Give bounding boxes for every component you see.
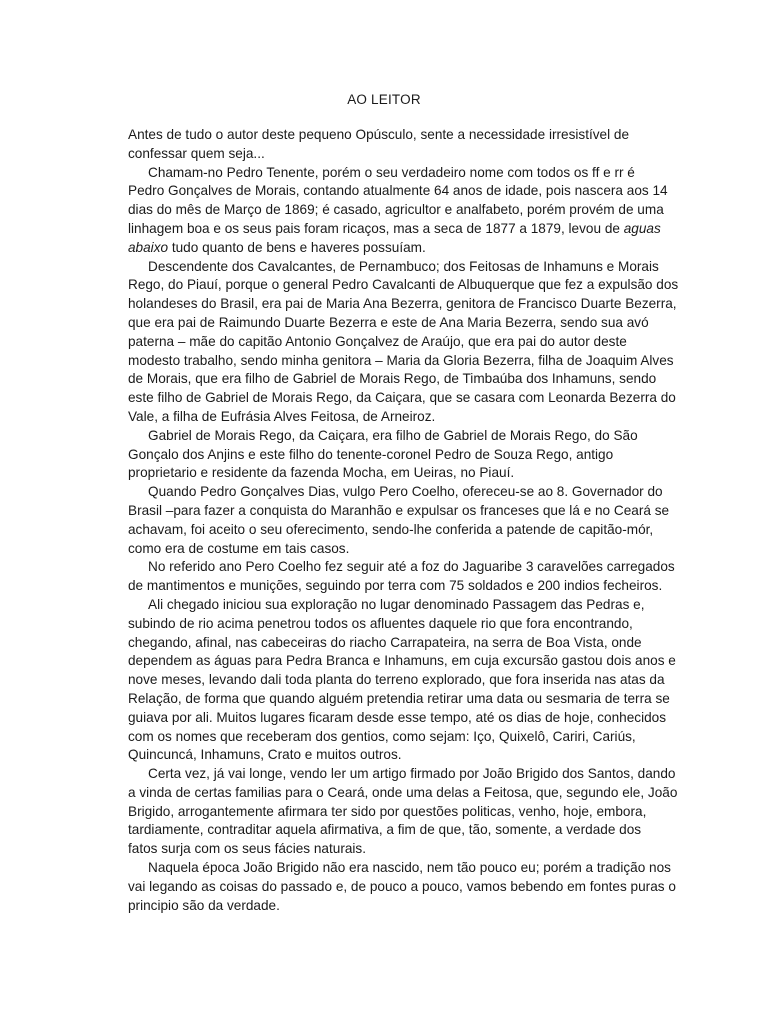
document-title: AO LEITOR <box>347 92 421 107</box>
paragraph-4 <box>108 427 664 483</box>
text-line: que era pai de Raimundo Duarte Bezerra e este de Ana Maria Bezerra, sendo sua avó <box>128 314 649 330</box>
text-line: de Morais, que era filho de Gabriel de Morais Rego, de Timbaúba dos Inhamuns, sendo <box>128 371 657 387</box>
paragraph-1 <box>108 126 664 164</box>
text-line: Certa vez, já vai longe, vendo ler um artigo firmado por João Brigido dos Santos, dando <box>148 766 676 782</box>
text-line: Gonçalo dos Anjins e este filho do tenente-coronel Pedro de Souza Rego, antigo <box>128 446 614 462</box>
paragraph-9 <box>108 859 676 915</box>
text-line: subindo de rio acima penetrou todos os afluentes daquele rio que fora encontrando, <box>128 615 633 631</box>
text-line <box>108 220 664 239</box>
text-line: de mantimentos e munições, seguindo por terra com 75 soldados e 200 indios fecheiros. <box>128 578 663 594</box>
text-line <box>108 239 664 258</box>
text-line: Descendente dos Cavalcantes, de Pernambuco; dos Feitosas de Inhamuns e Morais <box>148 258 659 274</box>
text-line: como era de costume em tais casos. <box>128 540 350 556</box>
text-line: chegando, afinal, nas cabeceiras do riacho Carrapateira, na serra de Boa Vista, onde <box>128 634 642 650</box>
text-line: tardiamente, contraditar aquela afirmativa, a fim de que, tão, somente, a verdade dos <box>128 822 642 838</box>
italic-text: aguas <box>623 220 661 236</box>
text-line: este filho de Gabriel de Morais Rego, da Caiçara, que se casara com Leonarda Bezerra do <box>128 390 676 406</box>
text-line: Ali chegado iniciou sua exploração no lugar denominado Passagem das Pedras e, <box>148 596 645 612</box>
document-body <box>108 126 679 915</box>
text-line: Chamam-no Pedro Tenente, porém o seu verdadeiro nome com todos os ff e rr é <box>148 164 635 180</box>
text-line: confessar quem seja... <box>128 145 265 161</box>
text-line: Antes de tudo o autor deste pequeno Opúsculo, sente a necessidade irresistível de <box>128 127 630 142</box>
text-line: dependem as águas para Pedra Branca e Inhamuns, em cuja excursão gastou dois anos e <box>128 653 676 669</box>
text-line: No referido ano Pero Coelho fez seguir até a foz do Jaguaribe 3 caravelões carregados <box>148 559 675 575</box>
text-line: Rego, do Piauí, porque o general Pedro Cavalcanti de Albuquerque que fez a expulsão dos <box>128 277 679 293</box>
text-line: paterna – mãe do capitão Antonio Gonçalvez de Araújo, que era pai do autor deste <box>128 333 627 349</box>
text-line: vai legando as coisas do passado e, de pouco a pouco, vamos bebendo em fontes puras o <box>128 878 676 894</box>
text-line: principio são da verdade. <box>128 897 280 913</box>
paragraph-3 <box>108 258 679 427</box>
text-line: Naquela época João Brigido não era nascido, nem tão pouco eu; porém a tradição nos <box>148 860 671 876</box>
text-line: achavam, foi aceito o seu oferecimento, sendo-lhe conferida a patende de capitão-mór, <box>128 521 654 537</box>
text-run: linhagem boa e os seus pais foram ricaços, mas a seca de 1877 a 1879, levou de <box>128 220 620 236</box>
text-line: Quando Pedro Gonçalves Dias, vulgo Pero Coelho, ofereceu-se ao 8. Governador do <box>148 484 663 500</box>
text-line: Gabriel de Morais Rego, da Caiçara, era filho de Gabriel de Morais Rego, do São <box>148 427 638 443</box>
text-line: Vale, a filha de Eufrásia Alves Feitosa, de Arneiroz. <box>128 408 436 424</box>
text-line: modesto trabalho, sendo minha genitora – Maria da Gloria Bezerra, filha de Joaquim Alves <box>128 352 674 368</box>
paragraph-8 <box>108 765 678 859</box>
text-line: guiava por ali. Muitos lugares ficaram desde esse tempo, até os dias de hoje, conhecidos <box>128 709 667 725</box>
text-line: fatos surja com os seus fácies naturais. <box>128 841 366 857</box>
italic-text: abaixo <box>128 239 169 255</box>
text-line: Pedro Gonçalves de Morais, contando atualmente 64 anos de idade, pois nascera aos 14 <box>128 183 668 199</box>
paragraph-7 <box>108 596 676 765</box>
text-line: dias do mês de Março de 1869; é casado, agricultor e analfabeto, porém provém de uma <box>128 202 664 218</box>
text-line: proprietario e residente da fazenda Mocha, em Ueiras, no Piauí. <box>128 465 515 481</box>
text-line: holandeses do Brasil, era pai de Maria Ana Bezerra, genitora de Francisco Duarte Bezerra, <box>128 296 677 312</box>
text-line: nove meses, levando dali toda planta do terreno explorado, que fora inserida nas atas da <box>128 672 665 688</box>
text-line: com os nomes que receberam dos gentios, como sejam: Iço, Quixelô, Cariri, Cariús, <box>128 728 636 744</box>
paragraph-6 <box>108 558 675 596</box>
text-line: Quincuncá, Inhamuns, Crato e muitos outros. <box>128 747 402 763</box>
text-line: Brasil –para fazer a conquista do Maranhão e expulsar os franceses que lá e no Ceará se <box>128 502 670 518</box>
text-line: a vinda de certas familias para o Ceará, onde uma delas a Feitosa, que, segundo ele, João <box>128 784 678 800</box>
paragraph-5 <box>108 483 670 558</box>
paragraph-2 <box>108 164 668 258</box>
text-line: Relação, de forma que quando alguém pretendia retirar uma data ou sesmaria de terra se <box>128 690 670 706</box>
text-line: Brigido, arrogantemente afirmara ter sido por questões politicas, venho, hoje, embora, <box>128 803 647 819</box>
text-run: tudo quanto de bens e haveres possuíam. <box>168 239 426 255</box>
